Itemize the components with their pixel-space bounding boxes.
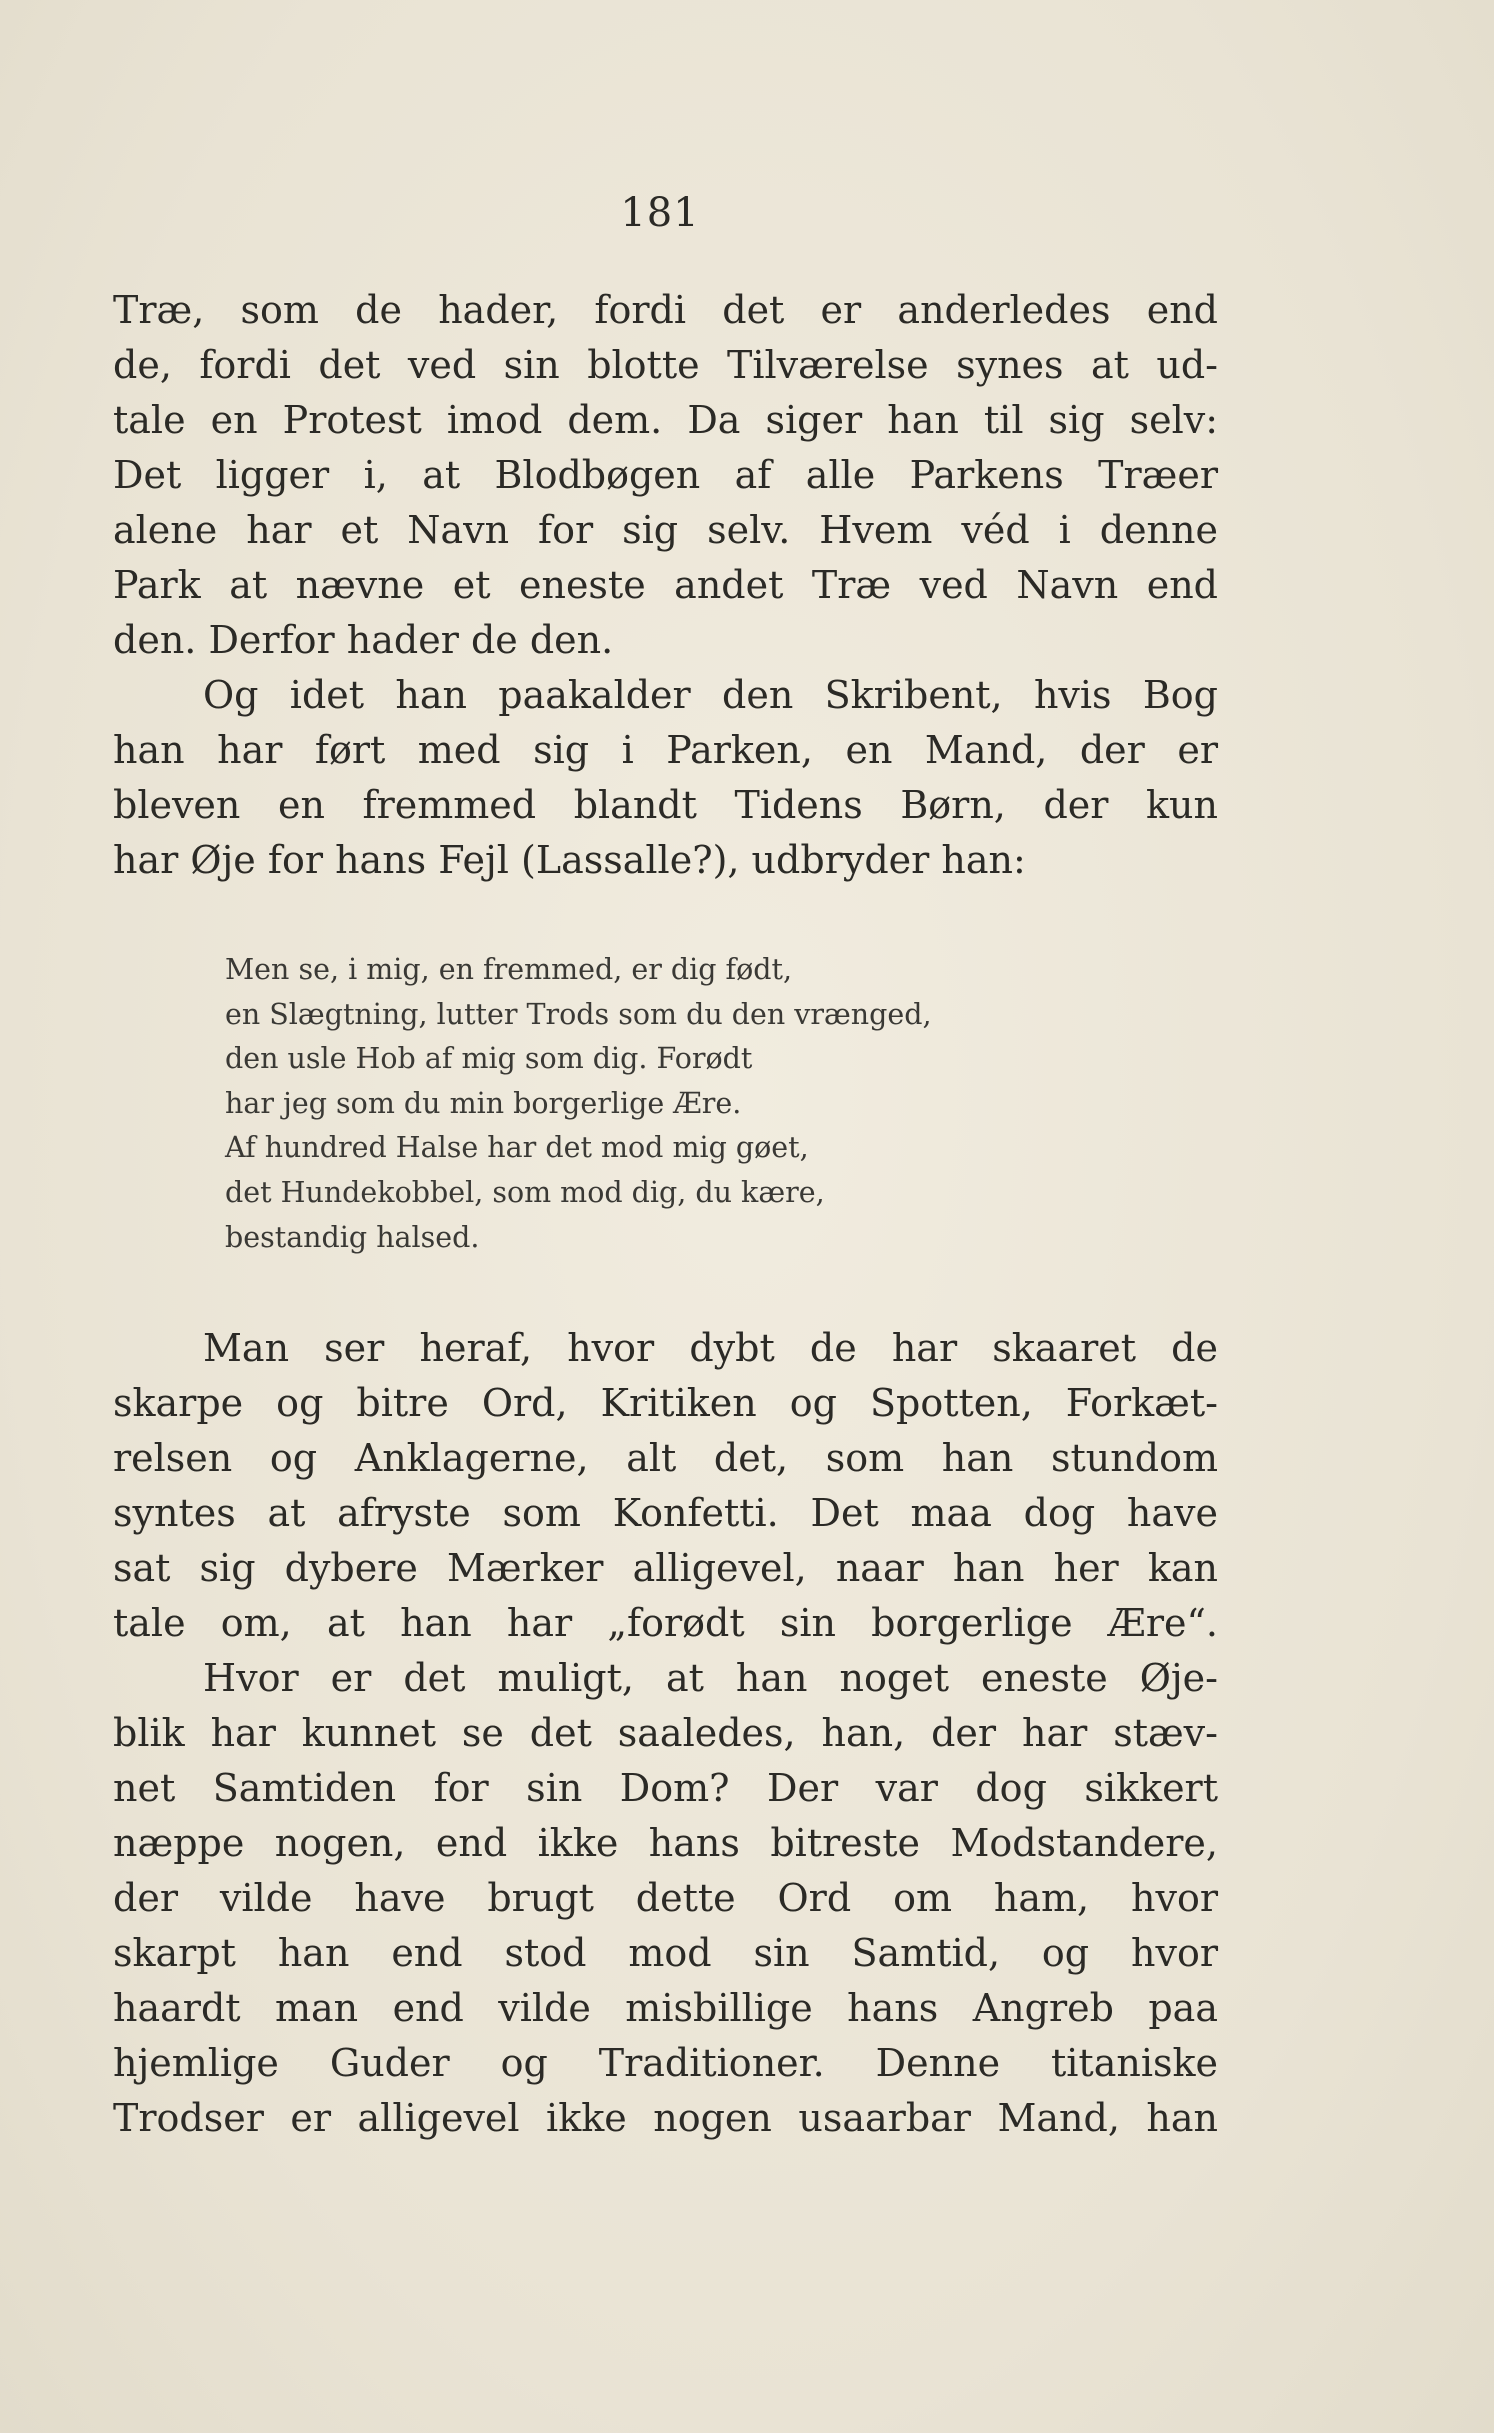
- verse-quote: [225, 948, 1125, 1260]
- text-line: Træ, som de hader, fordi det er anderledes end: [113, 288, 1218, 332]
- text-line: net Samtiden for sin Dom? Der var dog sikkert: [113, 1766, 1218, 1810]
- verse-line: har jeg som du min borgerlige Ære.: [225, 1086, 742, 1120]
- text-line: alene har et Navn for sig selv. Hvem véd i denne: [113, 508, 1218, 552]
- text-line: har Øje for hans Fejl (Lassalle?), udbryder han:: [113, 838, 1026, 882]
- paragraph-1: [113, 283, 1218, 888]
- text-line: blik har kunnet se det saaledes, han, der har stæv-: [113, 1711, 1218, 1755]
- text-line: bleven en fremmed blandt Tidens Børn, der kun: [113, 783, 1218, 827]
- text-line: der vilde have brugt dette Ord om ham, hvor: [113, 1876, 1218, 1920]
- verse-line: Men se, i mig, en fremmed, er dig født,: [225, 953, 793, 986]
- verse-line: Af hundred Halse har det mod mig gøet,: [225, 1131, 809, 1165]
- text-line: Det ligger i, at Blodbøgen af alle Parkens Træer: [113, 453, 1218, 497]
- text-line: haardt man end vilde misbillige hans Angreb paa: [113, 1986, 1218, 2030]
- text-line: skarpt han end stod mod sin Samtid, og hvor: [113, 1931, 1218, 1975]
- text-line: Man ser heraf, hvor dybt de har skaaret de: [203, 1326, 1218, 1370]
- text-line: næppe nogen, end ikke hans bitreste Modstandere,: [113, 1821, 1218, 1865]
- verse-line: en Slægtning, lutter Trods som du den vrænged,: [225, 997, 932, 1031]
- verse-line: bestandig halsed.: [225, 1220, 480, 1254]
- text-line: Hvor er det muligt, at han noget eneste Øje-: [203, 1656, 1218, 1700]
- paragraph-2: [113, 1321, 1218, 2146]
- text-line: syntes at afryste som Konfetti. Det maa dog have: [113, 1491, 1218, 1535]
- text-line: tale en Protest imod dem. Da siger han til sig selv:: [113, 398, 1218, 442]
- verse-line: det Hundekobbel, som mod dig, du kære,: [225, 1175, 825, 1209]
- text-line: skarpe og bitre Ord, Kritiken og Spotten, Forkæt-: [113, 1381, 1218, 1425]
- text-line: relsen og Anklagerne, alt det, som han stundom: [113, 1436, 1218, 1480]
- text-line: hjemlige Guder og Traditioner. Denne titaniske: [113, 2041, 1218, 2085]
- text-line: Trodser er alligevel ikke nogen usaarbar Mand, han: [113, 2096, 1218, 2140]
- text-line: Park at nævne et eneste andet Træ ved Navn end: [113, 563, 1218, 607]
- text-line: Og idet han paakalder den Skribent, hvis Bog: [203, 673, 1218, 717]
- text-line: tale om, at han har „forødt sin borgerlige Ære“.: [113, 1601, 1218, 1645]
- verse-line: den usle Hob af mig som dig. Forødt: [225, 1042, 753, 1076]
- text-line: sat sig dybere Mærker alligevel, naar han her kan: [113, 1546, 1218, 1590]
- text-line: han har ført med sig i Parken, en Mand, der er: [113, 728, 1218, 772]
- text-line: den. Derfor hader de den.: [113, 618, 614, 662]
- text-line: de, fordi det ved sin blotte Tilværelse synes at ud-: [113, 343, 1218, 387]
- page-number: 181: [620, 190, 700, 236]
